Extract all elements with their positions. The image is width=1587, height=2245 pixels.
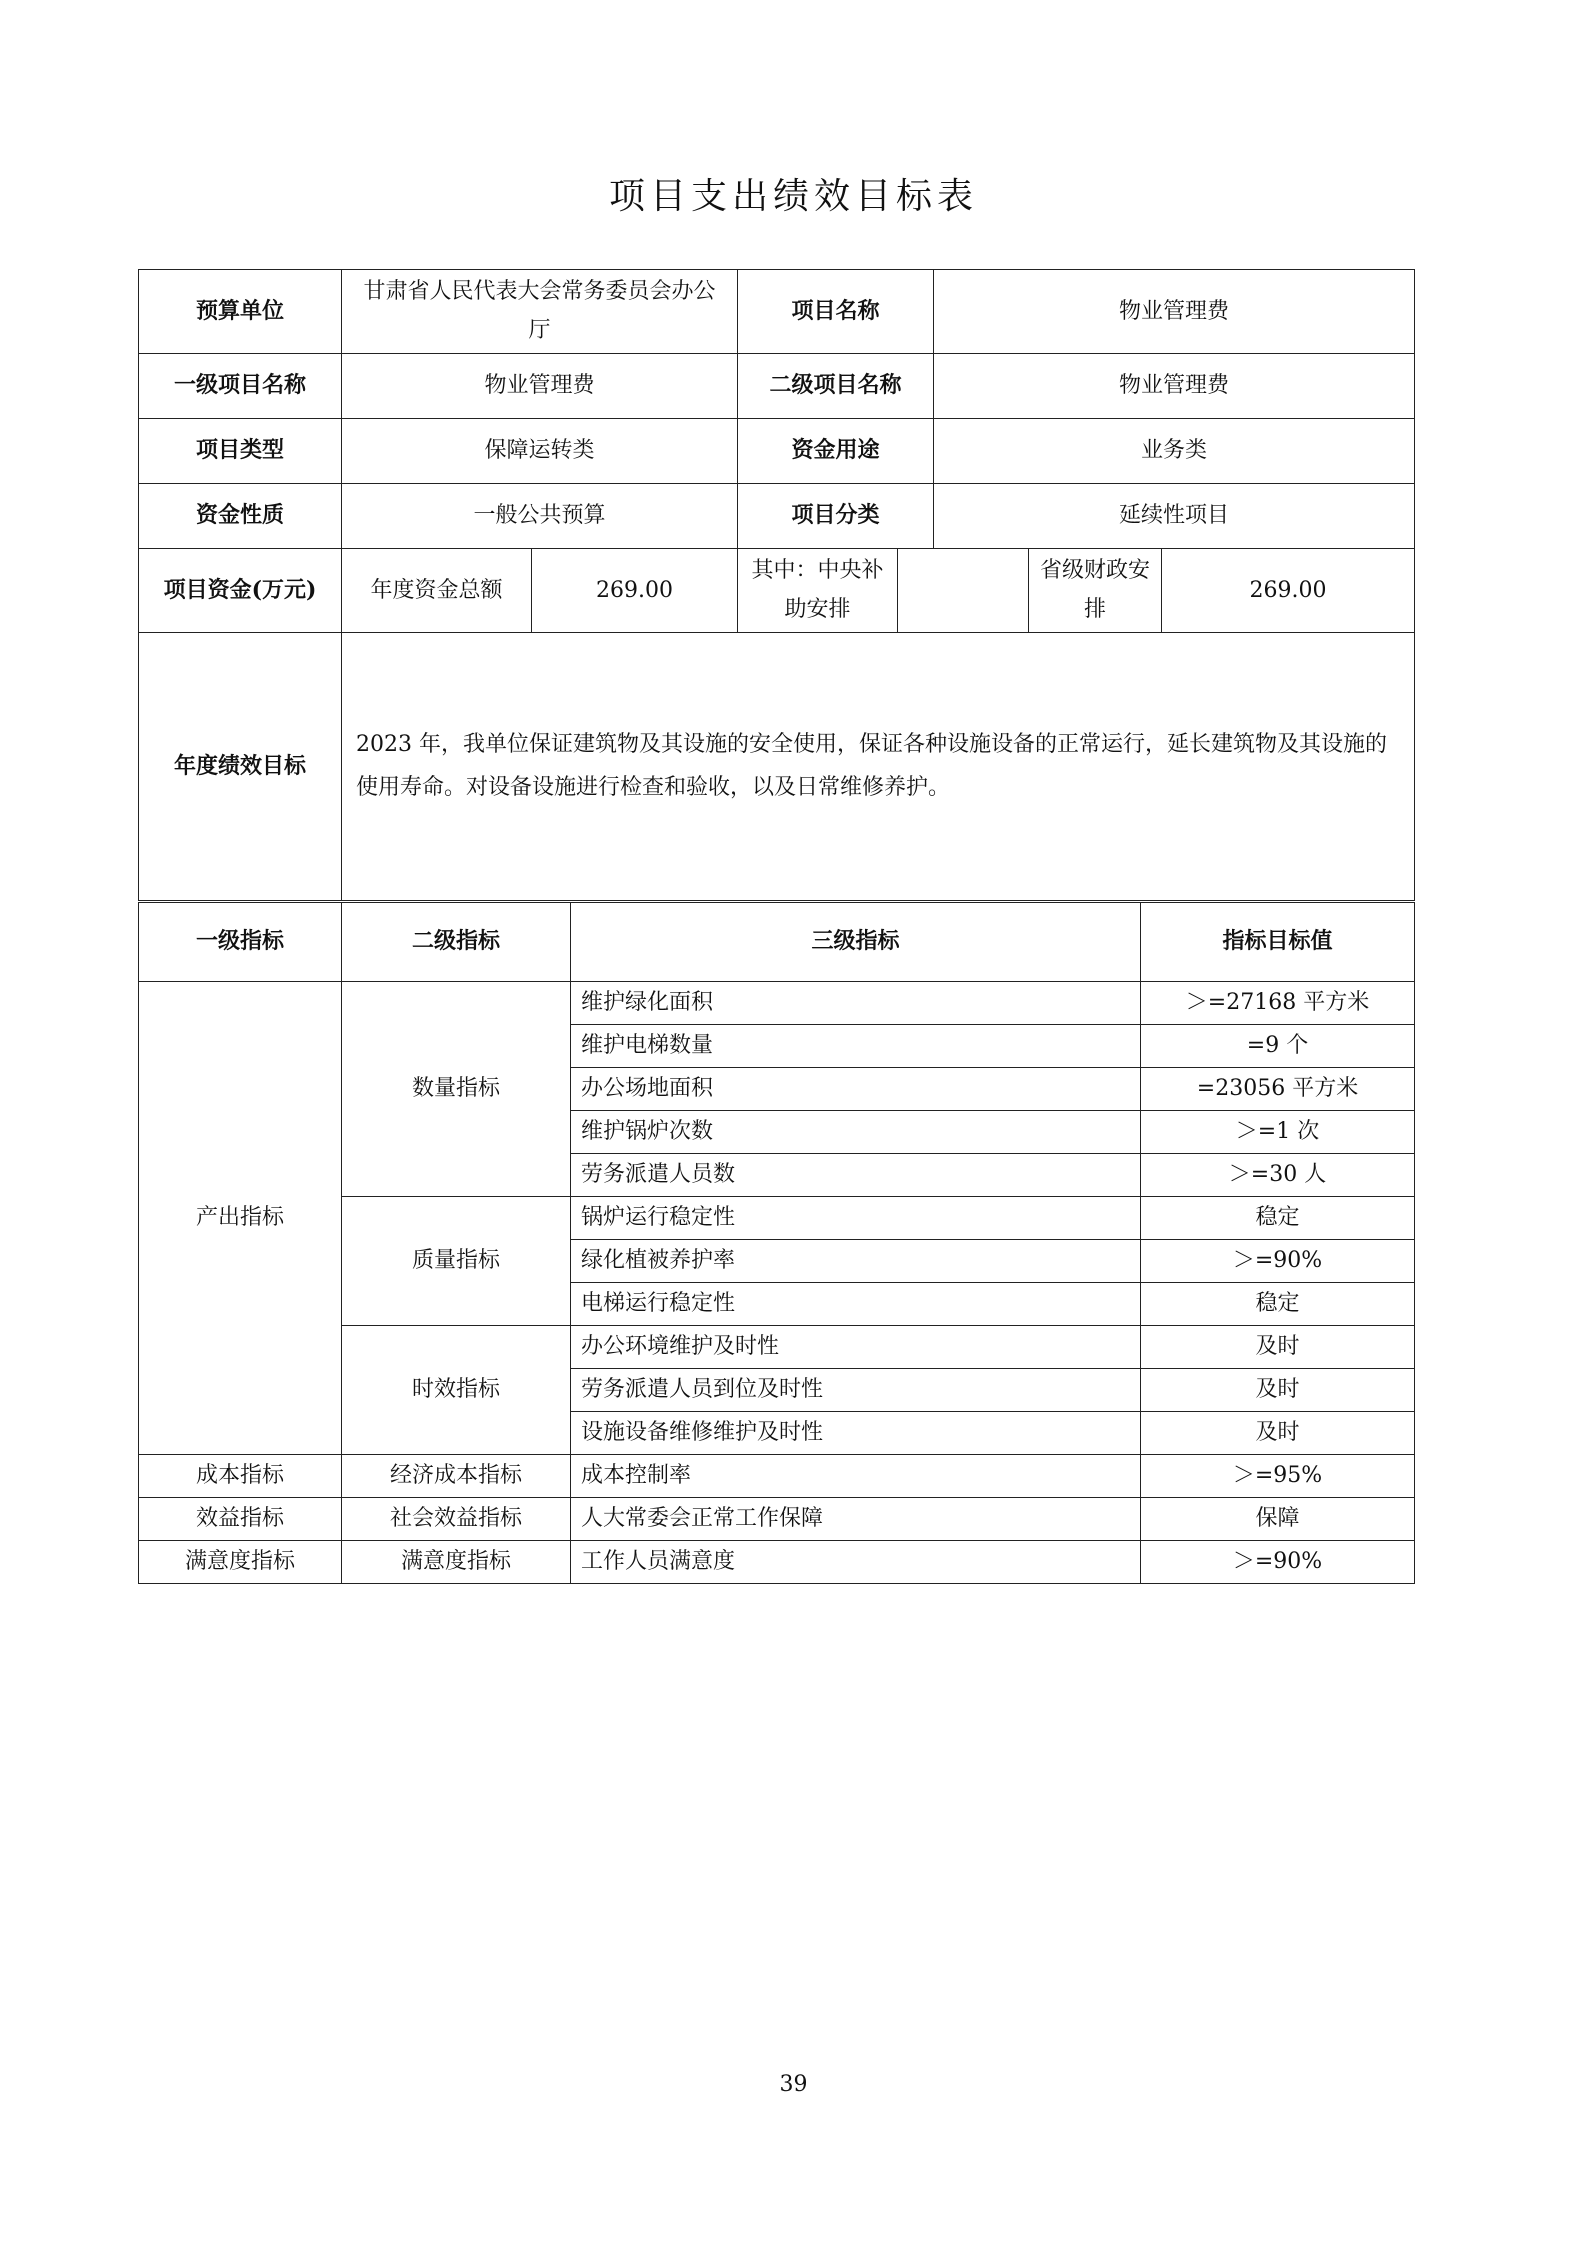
indicator-target: 及时 (1141, 1325, 1415, 1368)
info-row-fund-nature (139, 484, 1415, 549)
indicator-target: 及时 (1141, 1368, 1415, 1411)
header-level1: 一级指标 (139, 902, 342, 981)
header-level3: 三级指标 (571, 902, 1141, 981)
level1-project-value: 物业管理费 (342, 354, 738, 419)
provincial-label: 省级财政安排 (1029, 549, 1162, 633)
info-row-annual-goal (139, 633, 1415, 901)
table-row (139, 1497, 1415, 1540)
budget-unit-label: 预算单位 (139, 270, 342, 354)
header-level2: 二级指标 (342, 902, 571, 981)
economic-cost-indicator-label: 经济成本指标 (342, 1454, 571, 1497)
indicator-target: ＞=90% (1141, 1239, 1415, 1282)
page-title: 项目支出绩效目标表 (608, 176, 978, 217)
fund-nature-value: 一般公共预算 (342, 484, 738, 549)
annual-goal-text: 2023 年，我单位保证建筑物及其设施的安全使用，保证各种设施设备的正常运行，延长建筑物及其设施的使用寿命。对设备设施进行检查和验收，以及日常维修养护。 (342, 633, 1415, 901)
indicator-target: ＞=95% (1141, 1454, 1415, 1497)
table-row (139, 1540, 1415, 1583)
indicator-name: 维护锅炉次数 (571, 1110, 1141, 1153)
project-category-value: 延续性项目 (934, 484, 1415, 549)
info-row-funding (139, 549, 1415, 633)
budget-unit-value: 甘肃省人民代表大会常务委员会办公厅 (342, 270, 738, 354)
indicator-name: 设施设备维修维护及时性 (571, 1411, 1141, 1454)
indicator-name: 办公环境维护及时性 (571, 1325, 1141, 1368)
level2-project-value: 物业管理费 (934, 354, 1415, 419)
fund-nature-label: 资金性质 (139, 484, 342, 549)
indicator-name: 劳务派遣人员到位及时性 (571, 1368, 1141, 1411)
project-type-label: 项目类型 (139, 419, 342, 484)
indicator-target: ＞=1 次 (1141, 1110, 1415, 1153)
satisfaction-indicator-label: 满意度指标 (139, 1540, 342, 1583)
indicator-target: 保障 (1141, 1497, 1415, 1540)
project-name-label: 项目名称 (738, 270, 934, 354)
annual-total-value: 269.00 (532, 549, 738, 633)
info-row-budget-unit (139, 270, 1415, 354)
indicator-target: ＞=30 人 (1141, 1153, 1415, 1196)
indicator-name: 锅炉运行稳定性 (571, 1196, 1141, 1239)
benefit-indicator-label: 效益指标 (139, 1497, 342, 1540)
indicator-target: =23056 平方米 (1141, 1067, 1415, 1110)
indicator-target: ＞=90% (1141, 1540, 1415, 1583)
quantity-indicator-label: 数量指标 (342, 981, 571, 1196)
level1-project-label: 一级项目名称 (139, 354, 342, 419)
table-row (139, 1454, 1415, 1497)
indicator-target: 稳定 (1141, 1282, 1415, 1325)
indicator-name: 维护绿化面积 (571, 981, 1141, 1024)
project-type-value: 保障运转类 (342, 419, 738, 484)
table-row (139, 981, 1415, 1024)
indicator-name: 劳务派遣人员数 (571, 1153, 1141, 1196)
indicator-name: 绿化植被养护率 (571, 1239, 1141, 1282)
central-subsidy-value (898, 549, 1029, 633)
quality-indicator-label: 质量指标 (342, 1196, 571, 1325)
indicator-table (138, 902, 1415, 1584)
provincial-value: 269.00 (1162, 549, 1415, 633)
annual-total-label: 年度资金总额 (342, 549, 532, 633)
indicator-name: 办公场地面积 (571, 1067, 1141, 1110)
indicator-target: ＞=27168 平方米 (1141, 981, 1415, 1024)
indicator-name: 电梯运行稳定性 (571, 1282, 1141, 1325)
funding-label: 项目资金(万元) (139, 549, 342, 633)
project-category-label: 项目分类 (738, 484, 934, 549)
output-indicator-label: 产出指标 (139, 981, 342, 1454)
fund-use-value: 业务类 (934, 419, 1415, 484)
central-subsidy-label: 其中：中央补助安排 (738, 549, 898, 633)
header-target: 指标目标值 (1141, 902, 1415, 981)
fund-use-label: 资金用途 (738, 419, 934, 484)
indicator-target: 及时 (1141, 1411, 1415, 1454)
indicator-target: =9 个 (1141, 1024, 1415, 1067)
timeliness-indicator-label: 时效指标 (342, 1325, 571, 1454)
indicator-target: 稳定 (1141, 1196, 1415, 1239)
satisfaction-sub-indicator-label: 满意度指标 (342, 1540, 571, 1583)
indicator-header-row (139, 902, 1415, 981)
annual-goal-label: 年度绩效目标 (139, 633, 342, 901)
project-name-value: 物业管理费 (934, 270, 1415, 354)
social-benefit-indicator-label: 社会效益指标 (342, 1497, 571, 1540)
cost-indicator-label: 成本指标 (139, 1454, 342, 1497)
indicator-name: 人大常委会正常工作保障 (571, 1497, 1141, 1540)
project-info-table (138, 269, 1415, 901)
level2-project-label: 二级项目名称 (738, 354, 934, 419)
indicator-name: 工作人员满意度 (571, 1540, 1141, 1583)
page-number: 39 (779, 2072, 808, 2097)
indicator-name: 维护电梯数量 (571, 1024, 1141, 1067)
indicator-name: 成本控制率 (571, 1454, 1141, 1497)
info-row-project-type (139, 419, 1415, 484)
info-row-project-levels (139, 354, 1415, 419)
